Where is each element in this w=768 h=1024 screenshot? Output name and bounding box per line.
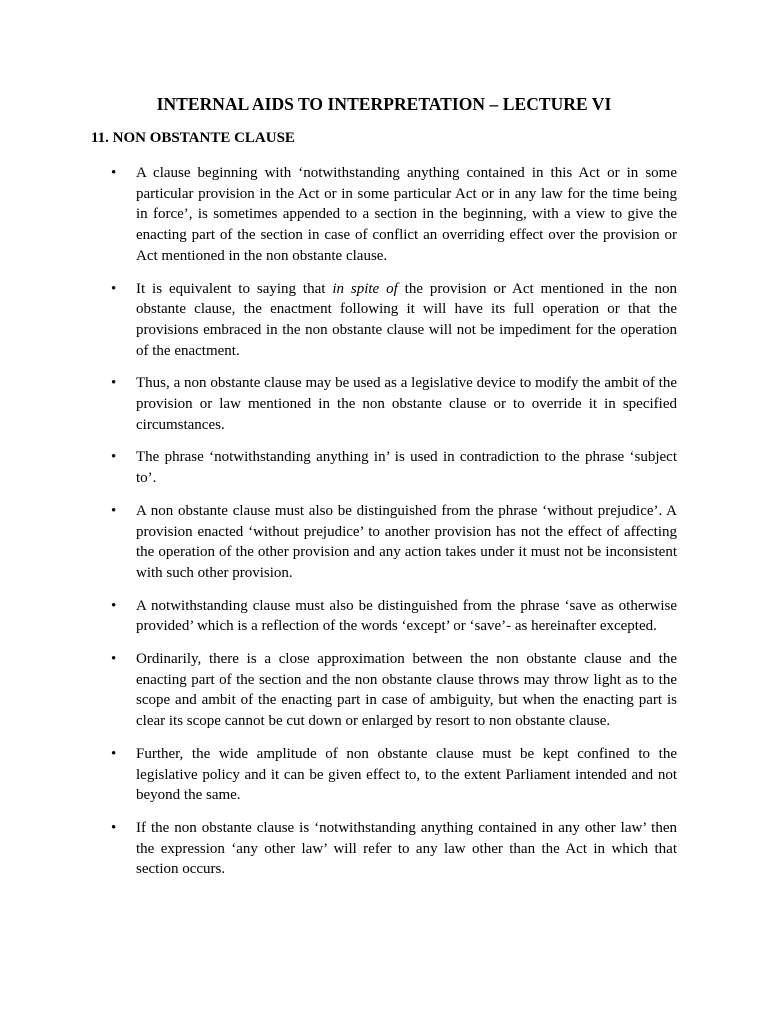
section-heading: 11. NON OBSTANTE CLAUSE: [91, 130, 295, 146]
list-item: [111, 373, 677, 435]
bullet-icon: •: [111, 449, 117, 466]
bullet-icon: •: [111, 375, 117, 392]
list-item: [111, 163, 677, 267]
bullet-icon: •: [111, 502, 117, 519]
list-item: [111, 279, 678, 362]
list-item: [111, 649, 677, 732]
bullet-icon: •: [111, 745, 117, 762]
bullet-text: Further, the wide amplitude of non obstante clause must be kept confined to the legislative policy and it can be given effect to, to the extent Parliament intended and not beyond the same.: [136, 745, 677, 804]
bullet-text: Thus, a non obstante clause may be used as a legislative device to modify the ambit of the provision or law mentioned in the non obstante clause or to override it in specified circumstances.: [136, 375, 677, 433]
bullet-text: A notwithstanding clause must also be distinguished from the phrase ‘save as otherwise provided’ which is a reflection of the words ‘except’ or ‘save’- as hereinafter excepted.: [136, 597, 677, 635]
list-item: [111, 744, 677, 806]
document-title: INTERNAL AIDS TO INTERPRETATION – LECTURE VI: [156, 94, 612, 114]
bullet-text-part: It is equivalent to saying that: [136, 280, 333, 297]
bullet-text: If the non obstante clause is ‘notwithstanding anything contained in any other law’ then the expression ‘any other law’ will refer to any law other than the Act in which that section occurs.: [136, 819, 677, 878]
list-item: [111, 818, 677, 880]
bullet-icon: •: [111, 819, 117, 836]
bullet-text: A non obstante clause must also be distinguished from the phrase ‘without prejudice’. A provision enacted ‘without prejudice’ to another provision has not the effect of affecting the operation of the other provision and any action takes under it must not be inconsistent with such other provision.: [136, 502, 677, 581]
bullet-icon: •: [111, 280, 117, 297]
list-item: [111, 501, 677, 584]
bullet-text-part: the provision or Act mentioned in the non obstante clause, the enactment following it will have its full operation or that the provisions embraced in the non obstante clause will not be impediment for the operation of the enactment.: [136, 280, 678, 359]
bullet-icon: •: [111, 651, 117, 668]
bullet-text: [136, 279, 677, 362]
bullet-text: Ordinarily, there is a close approximation between the non obstante clause and the enacting part of the section and the non obstante clause throws may throw light as to the scope and ambit of the enacting part in case of ambiguity, but when the enacting part is clear its scope cannot be cut down or enlarged by resort to non obstante clause.: [136, 651, 677, 730]
bullet-text: A clause beginning with ‘notwithstanding anything contained in this Act or in some particular provision in the Act or in some particular Act or in any law for the time being in force’, is sometimes appended to a section in the beginning, with a view to give the enacting part of the section in case of conflict an overriding effect over the provision or Act mentioned in the non obstante clause.: [136, 165, 677, 264]
bullet-text: The phrase ‘notwithstanding anything in’ is used in contradiction to the phrase ‘subject to’.: [136, 449, 677, 487]
bullet-icon: •: [111, 165, 117, 181]
emphasized-phrase: in spite of: [332, 280, 398, 297]
bullet-list: [111, 163, 678, 892]
list-item: [111, 596, 677, 637]
list-item: [111, 447, 677, 488]
bullet-icon: •: [111, 597, 117, 614]
